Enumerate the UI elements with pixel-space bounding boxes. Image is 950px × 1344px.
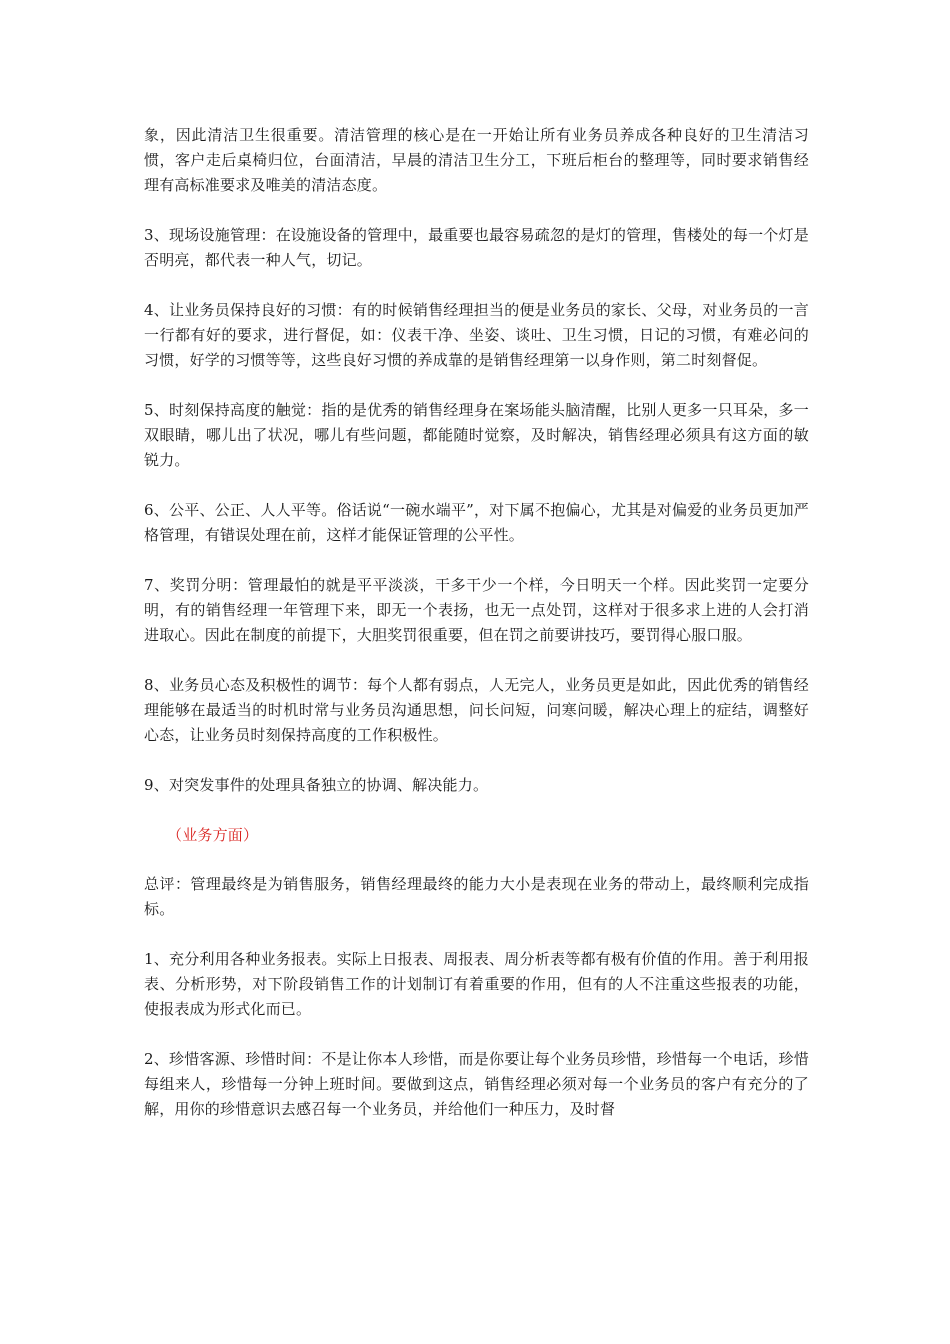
paragraph-business-reports: 1、充分利用各种业务报表。实际上日报表、周报表、周分析表等都有极有价值的作用。善于利用报表、分析形势，对下阶段销售工作的计划制订有着重要的作用，但有的人不注重这些报表的功能，使报表成为形式化而已。 <box>144 950 809 1018</box>
paragraph-emergency-handling: 9、对突发事件的处理具备独立的协调、解决能力。 <box>144 776 489 794</box>
section-heading-business: （业务方面） <box>167 826 259 844</box>
paragraph-summary: 总评：管理最终是为销售服务，销售经理最终的能力大小是表现在业务的带动上，最终顺利完成指标。 <box>144 875 809 918</box>
paragraph-mindset-motivation: 8、业务员心态及积极性的调节：每个人都有弱点，人无完人，业务员更是如此，因此优秀的销售经理能够在最适当的时机时常与业务员沟通思想，问长问短，问寒问暖，解决心理上的症结，调整好心态，让业务员时刻保持高度的工作积极性。 <box>144 676 809 744</box>
paragraph-cherish-clients-time: 2、珍惜客源、珍惜时间：不是让你本人珍惜，而是你要让每个业务员珍惜，珍惜每一个电话，珍惜每组来人，珍惜每一分钟上班时间。要做到这点，销售经理必须对每一个业务员的客户有充分的了解，用你的珍惜意识去感召每一个业务员，并给他们一种压力，及时督 <box>144 1050 809 1118</box>
paragraph-hygiene-continued: 象，因此清洁卫生很重要。清洁管理的核心是在一开始让所有业务员养成各种良好的卫生清洁习惯，客户走后桌椅归位，台面清洁，早晨的清洁卫生分工，下班后柜台的整理等，同时要求销售经理有高标准要求及唯美的清洁态度。 <box>144 126 809 194</box>
paragraph-rewards-penalties: 7、奖罚分明：管理最怕的就是平平淡淡，干多干少一个样，今日明天一个样。因此奖罚一定要分明，有的销售经理一年管理下来，即无一个表扬，也无一点处罚，这样对于很多求上进的人会打消进取心。因此在制度的前提下，大胆奖罚很重要，但在罚之前要讲技巧，要罚得心服口服。 <box>144 576 809 644</box>
paragraph-keen-awareness: 5、时刻保持高度的触觉：指的是优秀的销售经理身在案场能头脑清醒，比别人更多一只耳朵，多一双眼睛，哪儿出了状况，哪儿有些问题，都能随时觉察，及时解决，销售经理必须具有这方面的敏锐力。 <box>144 401 809 469</box>
paragraph-good-habits: 4、让业务员保持良好的习惯：有的时候销售经理担当的便是业务员的家长、父母，对业务员的一言一行都有好的要求，进行督促，如：仪表干净、坐姿、谈吐、卫生习惯，日记的习惯，有难必问的习惯，好学的习惯等等，这些良好习惯的养成靠的是销售经理第一以身作则，第二时刻督促。 <box>144 301 809 369</box>
document-body <box>144 123 809 1147</box>
paragraph-fairness: 6、公平、公正、人人平等。俗话说“一碗水端平”，对下属不抱偏心，尤其是对偏爱的业务员更加严格管理，有错误处理在前，这样才能保证管理的公平性。 <box>144 501 809 544</box>
paragraph-facility-management: 3、现场设施管理：在设施设备的管理中，最重要也最容易疏忽的是灯的管理，售楼处的每一个灯是否明亮，都代表一种人气，切记。 <box>144 226 809 269</box>
